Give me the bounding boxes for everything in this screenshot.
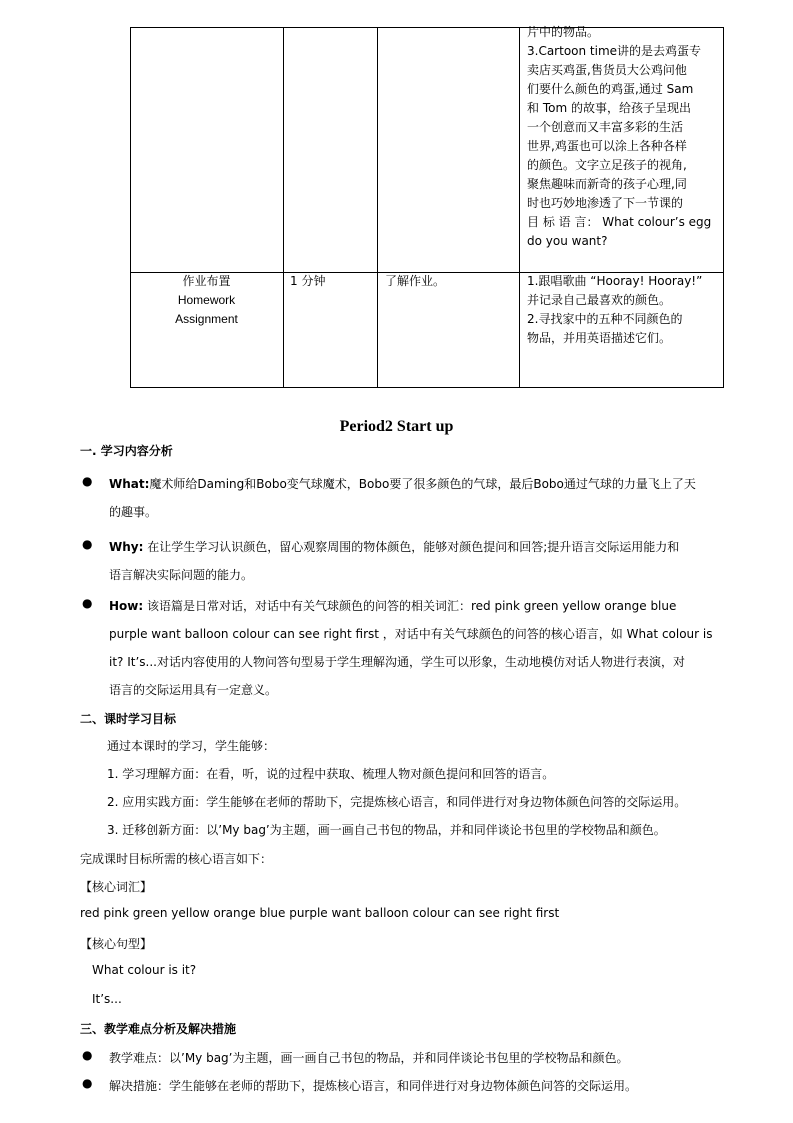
table-row-1-content	[527, 23, 719, 251]
content-line: 的颜色。文字立足孩子的视角,	[527, 158, 687, 172]
table-row-2-time: 1 分钟	[290, 274, 326, 288]
how-label: How:	[109, 599, 144, 613]
table-col-divider-2	[377, 27, 378, 388]
why-text: 在让学生学习认识颜色，留心观察周围的物体颜色，能够对颜色提问和回答;提升语言交际运用能力和	[143, 540, 680, 554]
section-2-heading: 二、课时学习目标	[80, 712, 177, 726]
stage-cn: 作业布置	[182, 274, 231, 288]
table-border-left	[130, 27, 131, 388]
how-line-2: purple want balloon colour can see right first ，对话中有关气球颜色的问答的核心语言，如 What colour is	[109, 627, 713, 641]
what-label: What:	[109, 477, 150, 491]
how-line-3: it? It’s...对话内容使用的人物问答句型易于学生理解沟通，学生可以形象，生动地模仿对话人物进行表演，对	[109, 655, 685, 669]
core-vocab-label: 【核心词汇】	[80, 880, 153, 894]
what-text: 魔术师给Daming和Bobo变气球魔术，Bobo要了很多颜色的气球，最后Bobo通过气球的力量飞上了天	[149, 477, 696, 491]
why-line-2: 语言解决实际问题的能力。	[109, 568, 254, 582]
how-line-1	[109, 597, 676, 614]
content-line: 3.Cartoon time讲的是去鸡蛋专	[527, 44, 702, 58]
table-row-2-stage	[130, 272, 283, 329]
why-line-1	[109, 538, 679, 555]
table-border-right	[723, 27, 724, 388]
goal-item: 1. 学习理解方面：在看，听，说的过程中获取、梳理人物对颜色提问和回答的语言。	[107, 767, 555, 781]
section-3-heading: 三、教学难点分析及解决措施	[80, 1022, 237, 1036]
table-row-2-content	[527, 272, 719, 348]
table-row-2-activity: 了解作业。	[385, 274, 446, 288]
bullet-difficulty: ●	[82, 1048, 93, 1062]
what-line-2: 的趣事。	[109, 505, 158, 519]
content-line: 物品，并用英语描述它们。	[527, 331, 672, 345]
table-col-divider-1	[283, 27, 284, 388]
content-line: 聚焦趣味而新奇的孩子心理,同	[527, 177, 687, 191]
stage-en-2: Assignment	[175, 312, 238, 326]
goal-item: 3. 迁移创新方面：以’My bag’为主题，画一画自己书包的物品，并和同伴谈论书包里的学校物品和颜色。	[107, 823, 666, 837]
bullet-solution: ●	[82, 1076, 93, 1090]
content-line: 2.寻找家中的五种不同颜色的	[527, 312, 683, 326]
why-label: Why:	[109, 540, 144, 554]
teaching-solution: 解决措施：学生能够在老师的帮助下，提炼核心语言，和同伴进行对身边物体颜色问答的交际运用。	[109, 1079, 638, 1093]
section-1-heading: 一. 学习内容分析	[80, 444, 173, 458]
content-line: 们要什么颜色的鸡蛋,通过 Sam	[527, 82, 694, 96]
core-pattern-label: 【核心句型】	[80, 937, 153, 951]
core-language-intro: 完成课时目标所需的核心语言如下：	[80, 852, 273, 866]
page-title: Period2 Start up	[339, 418, 454, 435]
content-line: 卖店买鸡蛋,售货员大公鸡问他	[527, 63, 687, 77]
content-line: 并记录自己最喜欢的颜色。	[527, 293, 672, 307]
table-border-bottom	[130, 387, 724, 388]
content-line: 目 标 语 言： What colour’s egg	[527, 215, 712, 229]
content-line: 片中的物品。	[527, 25, 600, 39]
content-line: 一个创意而又丰富多彩的生活	[527, 120, 684, 134]
goal-item: 2. 应用实践方面：学生能够在老师的帮助下，完提炼核心语言，和同伴进行对身边物体颜色问答的交际运用。	[107, 795, 687, 809]
lesson-plan-table	[130, 27, 724, 388]
content-line: 1.跟唱歌曲 “Hooray! Hooray!”	[527, 274, 703, 288]
bullet-why: ●	[82, 537, 93, 551]
how-line-4: 语言的交际运用具有一定意义。	[109, 683, 278, 697]
teaching-difficulty: 教学难点：以’My bag’为主题，画一画自己书包的物品，并和同伴谈论书包里的学校物品和颜色。	[109, 1051, 629, 1065]
how-text: 该语篇是日常对话，对话中有关气球颜色的问答的相关词汇：red pink green yellow orange blue	[143, 599, 677, 613]
core-pattern-2: It’s...	[92, 992, 122, 1006]
stage-en-1: Homework	[177, 293, 236, 307]
bullet-what: ●	[82, 474, 93, 488]
table-col-divider-3	[519, 27, 520, 388]
core-pattern-1: What colour is it?	[92, 963, 197, 977]
core-vocab-list: red pink green yellow orange blue purple want balloon colour can see right first	[80, 906, 560, 920]
what-line-1	[109, 475, 696, 492]
content-line: 时也巧妙地渗透了下一节课的	[527, 196, 684, 210]
content-line: 和 Tom 的故事，给孩子呈现出	[527, 101, 691, 115]
goals-intro: 通过本课时的学习，学生能够：	[107, 739, 276, 753]
bullet-how: ●	[82, 596, 93, 610]
content-line: do you want?	[527, 234, 608, 248]
content-line: 世界,鸡蛋也可以涂上各种各样	[527, 139, 687, 153]
